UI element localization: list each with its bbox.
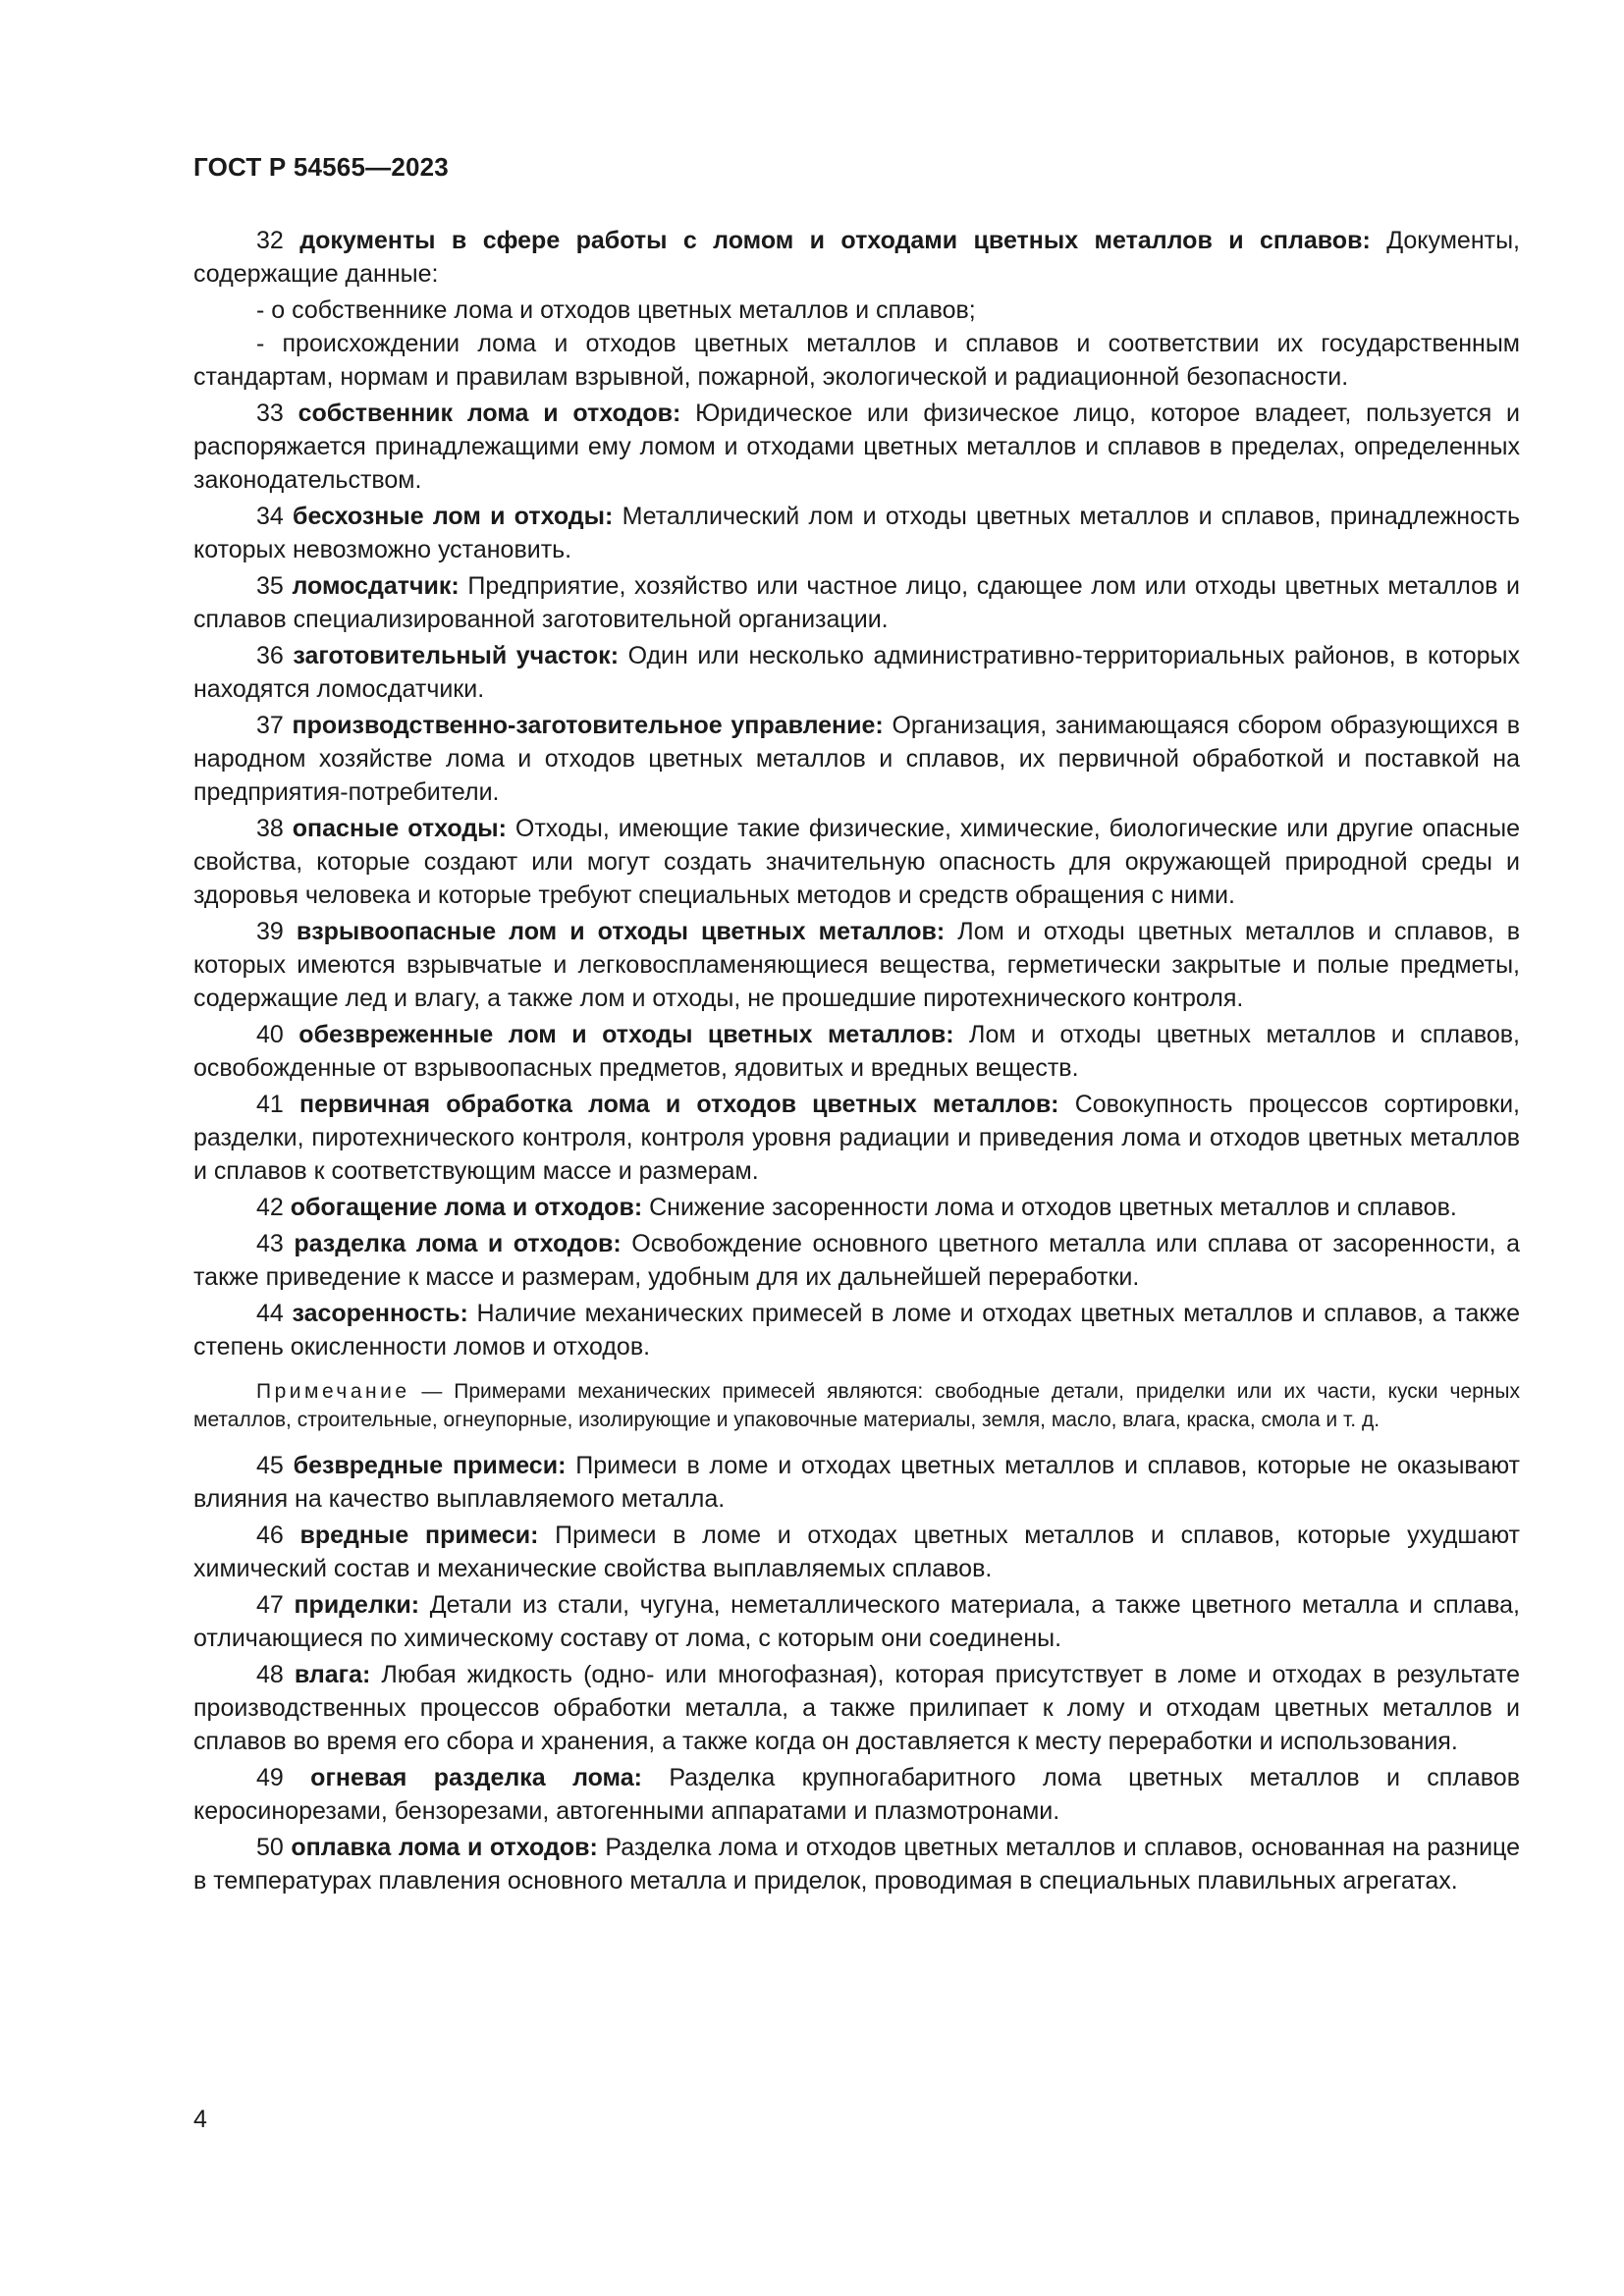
term-definition: Наличие механических примесей в ломе и отходах цветных металлов и сплавов, а также степень окисленности ломов и отходов.	[193, 1300, 1520, 1361]
term-number: 36	[256, 642, 284, 669]
term-name: приделки:	[294, 1591, 420, 1619]
term-number: 49	[256, 1764, 284, 1791]
term-number: 33	[256, 400, 284, 427]
term-number: 39	[256, 918, 284, 945]
term-number: 34	[256, 503, 284, 530]
term-entry-34	[193, 500, 1520, 566]
term-number: 46	[256, 1522, 284, 1549]
term-number: 42	[256, 1194, 284, 1221]
term-name: вредные примеси:	[299, 1522, 539, 1549]
term-number: 37	[256, 712, 284, 739]
term-name: первичная обработка лома и отходов цветных металлов:	[298, 1091, 1059, 1118]
term-number: 48	[256, 1661, 284, 1688]
term-entry-41	[193, 1088, 1520, 1188]
term-definition: Любая жидкость (одно- или многофазная), которая присутствует в ломе и отходах в результате производственных процессов обработки металла, а также прилипает к лому и отходам цветных металлов и сплавов во время его сбора и хранения, а также когда он доставляется к месту переработки и использования.	[193, 1661, 1521, 1755]
term-name: безвредные примеси:	[293, 1452, 567, 1479]
term-definition: Совокупность процессов сортировки, разделки, пиротехнического контроля, контроля уровня радиации и приведения лома и отходов цветных металлов и сплавов к соответствующим массе и размерам.	[193, 1091, 1520, 1185]
note-label: Примечание	[256, 1380, 410, 1403]
document-id-header: ГОСТ Р 54565—2023	[193, 152, 449, 182]
term-definition: Примеси в ломе и отходах цветных металлов и сплавов, которые ухудшают химический состав и механические свойства выплавляемых сплавов.	[193, 1522, 1520, 1582]
term-name: разделка лома и отходов:	[294, 1230, 622, 1257]
term-number: 41	[256, 1091, 284, 1118]
term-number: 35	[256, 572, 284, 600]
note-text: — Примерами механических примесей являются: свободные детали, приделки или их части, куски черных металлов, строительные, огнеупорные, изолирующие и упаковочные материалы, земля, масло, влага, краска, смола и т. д.	[193, 1380, 1520, 1431]
term-definition: Снижение засоренности лома и отходов цветных металлов и сплавов.	[649, 1194, 1457, 1221]
term-name: ломосдатчик:	[292, 572, 460, 600]
term-definition: Документы, содержащие данные:	[193, 227, 1521, 288]
term-entry-42	[193, 1191, 1520, 1224]
term-number: 32	[256, 227, 284, 254]
term-definition: Примеси в ломе и отходах цветных металлов и сплавов, которые не оказывают влияния на качество выплавляемого металла.	[193, 1452, 1520, 1513]
term-name: документы в сфере работы с ломом и отходами цветных металлов и сплавов:	[299, 227, 1371, 254]
term-definition: Разделка лома и отходов цветных металлов и сплавов, основанная на разнице в температурах плавления основного металла и приделок, проводимая в специальных плавильных агрегатах.	[193, 1834, 1520, 1895]
term-entry-35	[193, 569, 1520, 636]
term-number: 40	[256, 1021, 284, 1048]
term-name: влага:	[294, 1661, 371, 1688]
term-definition: Организация, занимающаяся сбором образующихся в народном хозяйстве лома и отходов цветных металлов и сплавов, их первичной обработкой и поставкой на предприятия-потребители.	[193, 712, 1520, 806]
page-number: 4	[193, 2106, 207, 2133]
term-number: 43	[256, 1230, 284, 1257]
term-name: заготовительный участок:	[293, 642, 620, 669]
term-name: опасные отходы:	[292, 815, 507, 842]
term-entry-46	[193, 1519, 1520, 1585]
term-entry-48	[193, 1658, 1520, 1758]
term-entry-37	[193, 709, 1520, 809]
terms-section	[193, 224, 1520, 1900]
term-entry-32	[193, 224, 1520, 291]
list-item: - происхождении лома и отходов цветных металлов и сплавов и соответствии их государственным стандартам, нормам и правилам взрывной, пожарной, экологической и радиационной безопасности.	[193, 330, 1520, 391]
term-definition: Один или несколько административно-территориальных районов, в которых находятся ломосдатчики.	[193, 642, 1520, 703]
term-name: обезвреженные лом и отходы цветных металлов:	[298, 1021, 954, 1048]
term-definition: Юридическое или физическое лицо, которое владеет, пользуется и распоряжается принадлежащими ему ломом и отходами цветных металлов и сплавов в пределах, определенных законодательством.	[193, 400, 1521, 494]
term-number: 47	[256, 1591, 284, 1619]
term-name: бесхозные лом и отходы:	[293, 503, 614, 530]
term-name: засоренность:	[292, 1300, 468, 1327]
term-number: 38	[256, 815, 284, 842]
term-entry-33	[193, 397, 1520, 497]
term-definition: Металлический лом и отходы цветных металлов и сплавов, принадлежность которых невозможно установить.	[193, 503, 1520, 563]
term-number: 45	[256, 1452, 284, 1479]
term-name: собственник лома и отходов:	[298, 400, 681, 427]
term-entry-38	[193, 812, 1520, 912]
term-number: 44	[256, 1300, 284, 1327]
note-block	[193, 1377, 1520, 1434]
term-definition: Детали из стали, чугуна, неметаллического материала, а также цветного металла и сплава, отличающиеся по химическому составу от лома, с которым они соединены.	[193, 1591, 1520, 1652]
term-definition: Лом и отходы цветных металлов и сплавов, освобожденные от взрывоопасных предметов, ядовитых и вредных веществ.	[193, 1021, 1521, 1082]
term-definition: Разделка крупногабаритного лома цветных металлов и сплавов керосинорезами, бензорезами, автогенными аппаратами и плазмотронами.	[193, 1764, 1520, 1825]
term-definition: Освобождение основного цветного металла или сплава от засоренности, а также приведение к массе и размерам, удобным для их дальнейшей переработки.	[193, 1230, 1520, 1291]
term-number: 50	[256, 1834, 284, 1861]
term-entry-39	[193, 915, 1520, 1015]
term-definition: Отходы, имеющие такие физические, химические, биологические или другие опасные свойства, которые создают или могут создать значительную опасность для окружающей природной среды и здоровья человека и которые требуют специальных методов и средств обращения с ними.	[193, 815, 1520, 909]
term-name: взрывоопасные лом и отходы цветных металлов:	[296, 918, 946, 945]
term-name: огневая разделка лома:	[310, 1764, 642, 1791]
term-name: обогащение лома и отходов:	[290, 1194, 643, 1221]
term-entry-50	[193, 1831, 1520, 1897]
term-entry-44	[193, 1297, 1520, 1363]
term-name: производственно-заготовительное управление:	[292, 712, 884, 739]
term-entry-40	[193, 1018, 1520, 1085]
term-entry-45	[193, 1449, 1520, 1516]
term-entry-36	[193, 639, 1520, 706]
term-entry-49	[193, 1761, 1520, 1828]
term-definition: Лом и отходы цветных металлов и сплавов, в которых имеются взрывчатые и легковоспламеняющиеся вещества, герметически закрытые и полые предметы, содержащие лед и влагу, а также лом и отходы, не прошедшие пиротехнического контроля.	[193, 918, 1520, 1012]
term-entry-47	[193, 1588, 1520, 1655]
term-name: оплавка лома и отходов:	[291, 1834, 598, 1861]
term-definition: Предприятие, хозяйство или частное лицо, сдающее лом или отходы цветных металлов и сплавов специализированной заготовительной организации.	[193, 572, 1520, 633]
term-entry-43	[193, 1227, 1520, 1294]
list-item: - о собственнике лома и отходов цветных металлов и сплавов;	[256, 296, 976, 324]
